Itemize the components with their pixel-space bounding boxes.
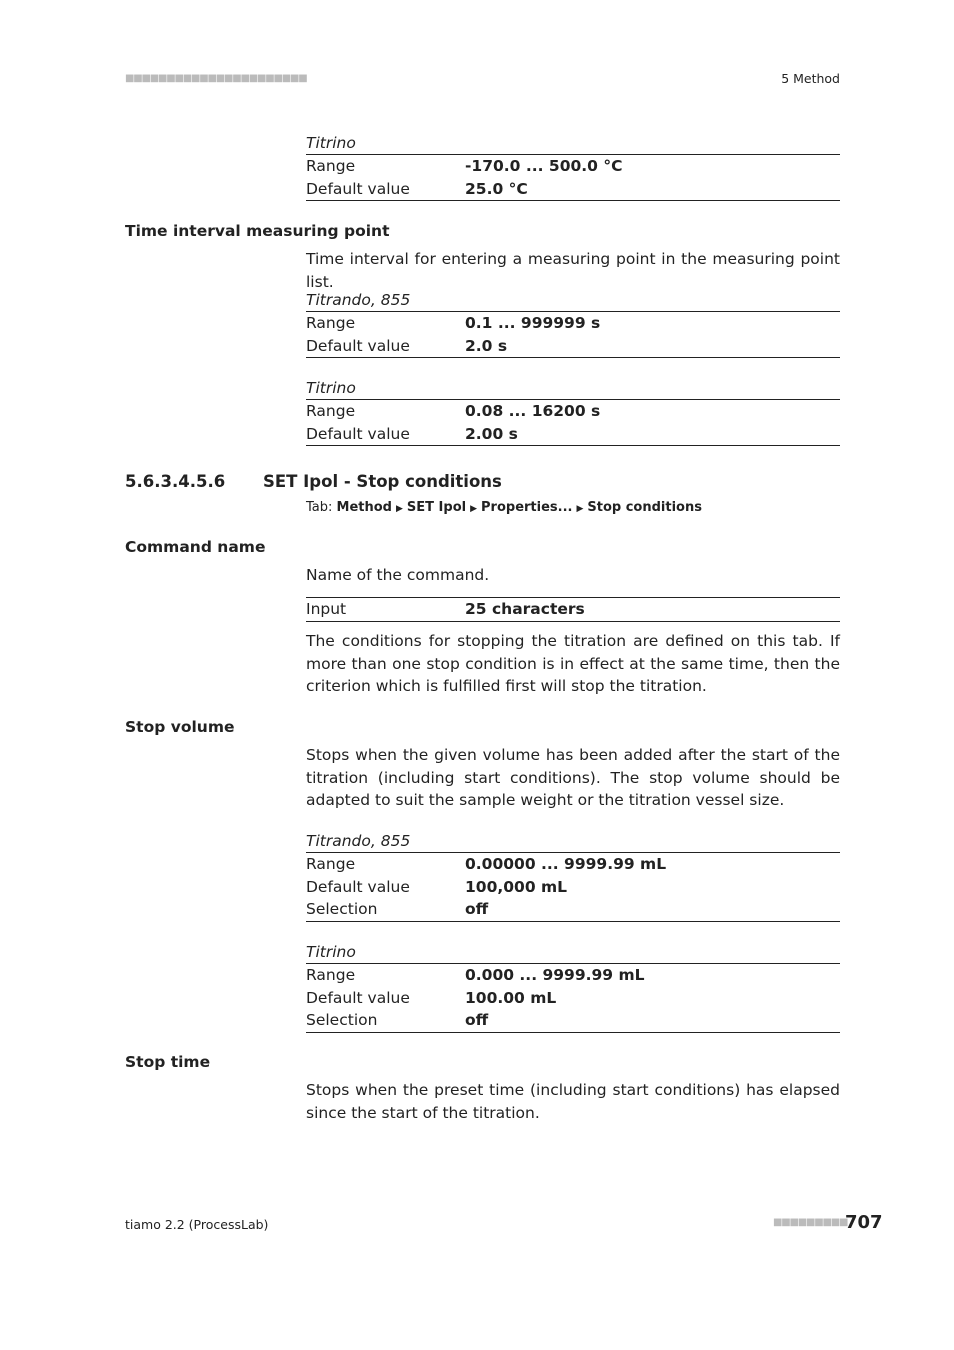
row-value: 25.0 °C bbox=[465, 179, 528, 198]
row-key: Default value bbox=[306, 424, 410, 443]
breadcrumb-item-properties: Properties... bbox=[481, 500, 573, 515]
table-bottom-rule bbox=[306, 1032, 840, 1033]
table-row bbox=[306, 1009, 840, 1032]
footer-product-name: tiamo 2.2 (ProcessLab) bbox=[125, 1217, 269, 1232]
table-row bbox=[306, 335, 840, 358]
section-number: 5.6.3.4.5.6 bbox=[125, 472, 226, 491]
breadcrumb-arrow-icon: ▶ bbox=[470, 504, 478, 514]
row-value: 0.000 ... 9999.99 mL bbox=[465, 966, 645, 984]
stop-time-description: Stops when the preset time (including start conditions) has elapsed since the start of the titration. bbox=[306, 1081, 840, 1122]
param-table-titrino-temperature bbox=[306, 132, 840, 201]
row-value: 100.00 mL bbox=[465, 988, 557, 1007]
table-row bbox=[306, 876, 840, 899]
header-decoration: ■■■■■■■■■■■■■■■■■■■■■■ bbox=[125, 73, 307, 84]
row-key: Range bbox=[306, 157, 356, 175]
tab-prefix: Tab: bbox=[306, 500, 333, 515]
table-bottom-rule bbox=[306, 921, 840, 922]
table-row bbox=[306, 155, 840, 178]
page-number: 707 bbox=[845, 1212, 883, 1233]
param-table-command-name bbox=[306, 597, 840, 622]
row-key: Selection bbox=[306, 900, 378, 918]
row-value: 2.00 s bbox=[465, 424, 518, 443]
table-row bbox=[306, 598, 840, 621]
param-table-stop-volume-titrando bbox=[306, 830, 840, 922]
table-row bbox=[306, 853, 840, 876]
tab-breadcrumb bbox=[306, 500, 702, 515]
header-section-label: 5 Method bbox=[781, 71, 840, 86]
breadcrumb-item-set-ipol: SET Ipol bbox=[406, 500, 467, 515]
table-bottom-rule bbox=[306, 445, 840, 446]
row-key: Range bbox=[306, 855, 356, 873]
breadcrumb-arrow-icon: ▶ bbox=[576, 504, 584, 514]
table-caption: Titrino bbox=[306, 377, 840, 400]
table-row bbox=[306, 964, 840, 987]
row-key: Default value bbox=[306, 988, 410, 1007]
row-key: Range bbox=[306, 314, 356, 332]
table-row bbox=[306, 312, 840, 335]
footer-decoration: ■■■■■■■■■ bbox=[773, 1217, 848, 1228]
time-interval-description: Time interval for entering a measuring point in the measuring point list. bbox=[306, 250, 840, 291]
row-key: Range bbox=[306, 402, 356, 420]
table-row bbox=[306, 423, 840, 446]
term-stop-volume: Stop volume bbox=[125, 718, 235, 736]
param-table-stop-volume-titrino bbox=[306, 941, 840, 1033]
table-row bbox=[306, 898, 840, 921]
row-key: Default value bbox=[306, 877, 410, 896]
table-row bbox=[306, 987, 840, 1010]
row-value: off bbox=[465, 1011, 489, 1029]
row-key: Input bbox=[306, 600, 347, 618]
breadcrumb-item-method: Method bbox=[336, 500, 392, 515]
row-value: 25 characters bbox=[465, 600, 585, 618]
table-caption: Titrino bbox=[306, 941, 840, 964]
breadcrumb-arrow-icon: ▶ bbox=[396, 504, 403, 514]
breadcrumb-item-stop-conditions: Stop conditions bbox=[587, 500, 702, 515]
table-bottom-rule bbox=[306, 200, 840, 201]
term-stop-time: Stop time bbox=[125, 1053, 211, 1071]
row-key: Default value bbox=[306, 179, 410, 198]
table-bottom-rule bbox=[306, 357, 840, 358]
command-name-description: Name of the command. bbox=[306, 566, 490, 584]
table-caption: Titrando, 855 bbox=[306, 289, 840, 312]
section-title: SET Ipol - Stop conditions bbox=[263, 472, 502, 491]
table-caption: Titrando, 855 bbox=[306, 830, 840, 853]
row-value: 0.00000 ... 9999.99 mL bbox=[465, 855, 667, 873]
row-value: 100,000 mL bbox=[465, 877, 568, 896]
row-value: 0.1 ... 999999 s bbox=[465, 314, 601, 332]
stop-volume-description: Stops when the given volume has been added after the start of the titration (including start conditions). The stop volume should be adapted to suit the sample weight or the titration vessel size. bbox=[306, 746, 840, 810]
term-command-name: Command name bbox=[125, 538, 266, 556]
row-key: Range bbox=[306, 966, 356, 984]
row-key: Default value bbox=[306, 336, 410, 355]
table-row bbox=[306, 178, 840, 201]
row-key: Selection bbox=[306, 1011, 378, 1029]
param-table-time-interval-titrando bbox=[306, 289, 840, 358]
row-value: 0.08 ... 16200 s bbox=[465, 402, 601, 420]
table-bottom-rule bbox=[306, 621, 840, 622]
row-value: -170.0 ... 500.0 °C bbox=[465, 157, 623, 175]
param-table-time-interval-titrino bbox=[306, 377, 840, 446]
stop-conditions-note: The conditions for stopping the titration are defined on this tab. If more than one stop condition is in effect at the same time, then the criterion which is fulfilled first will stop the titration. bbox=[306, 632, 840, 696]
row-value: off bbox=[465, 900, 489, 918]
table-caption: Titrino bbox=[306, 132, 840, 155]
row-value: 2.0 s bbox=[465, 336, 508, 355]
table-row bbox=[306, 400, 840, 423]
term-time-interval: Time interval measuring point bbox=[125, 222, 390, 240]
